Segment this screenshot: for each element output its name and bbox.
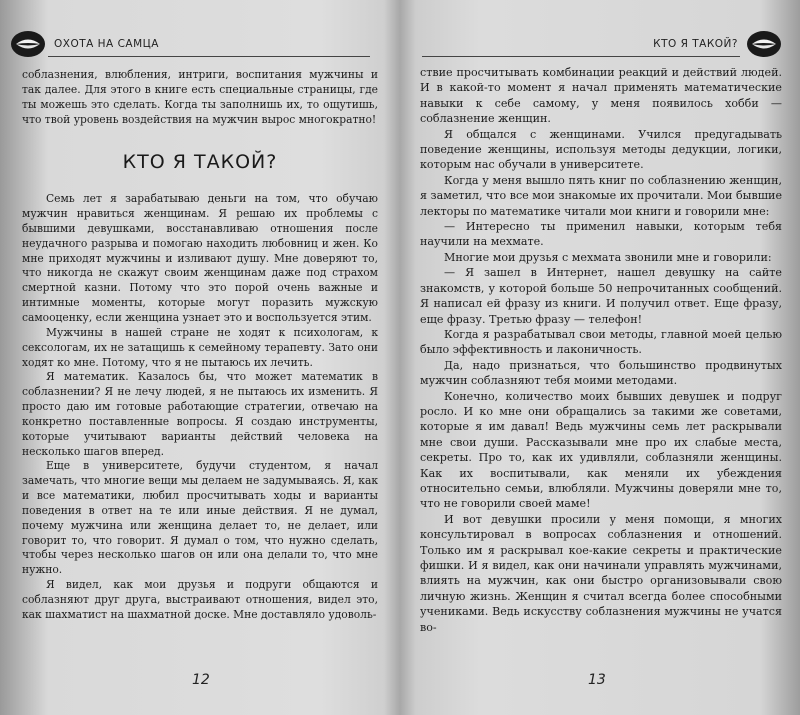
left-running-header <box>10 30 159 58</box>
right-running-header <box>653 30 782 58</box>
right-paragraph: Конечно, количество моих бывших девушек и подруг росло. И ко мне они обращались за такими же советами, которые я им давал! Ведь мужчины семь лет раскрывали мне свои души. Рассказывали мне про их слабые места, секреты. Про то, как их удивляли, соблазняли женщины. Как их воспитывали, как меняли их убеждения относительно семьи, влюбляли. Мужчины доверяли мне то, что не говорили своей маме! <box>420 389 782 511</box>
lips-icon <box>746 30 782 58</box>
right-page-number: 13 <box>588 672 606 688</box>
right-running-title: КТО Я ТАКОЙ? <box>653 38 738 50</box>
right-paragraph: Когда я разрабатывал свои методы, главной моей целью было эффективность и лаконичность. <box>420 327 782 357</box>
right-page <box>402 0 800 715</box>
left-paragraph: Еще в университете, будучи студентом, я начал замечать, что многие вещи мы делаем не задумываясь. Я, как и все математики, любил просчитывать ходы и варианты поведения в ответ на те или иные действия. Я не думал, почему мужчина или женщина делает то, не делает, или говорит то, что говорит. Я думал о том, что нужно сделать, чтобы через несколько шагов он или она делали то, что мне нужно. <box>22 459 378 577</box>
left-page-number: 12 <box>192 672 210 688</box>
right-page-body <box>420 65 782 635</box>
lips-icon <box>10 30 46 58</box>
left-paragraph: Я математик. Казалось бы, что может математик в соблазнении? Я не лечу людей, я не пытаюсь их изменить. Я просто даю им готовые работающие стратегии, отвечаю на конкретно поставленные вопросы. Я создаю инструменты, которые учитывают варианты действий человека на несколько шагов вперед. <box>22 370 378 458</box>
left-page <box>0 0 398 715</box>
left-opening-paragraph: соблазнения, влюбления, интриги, воспитания мужчины и так далее. Для этого в книге есть специальные страницы, где ты можешь это сделать. Когда ты заполнишь их, то ощутишь, что твой уровень воздействия на мужчин вырос многократно! <box>22 68 378 126</box>
right-paragraph: — Я зашел в Интернет, нашел девушку на сайте знакомств, у которой больше 50 непрочитанных сообщений. Я написал ей фразу из книги. И получил ответ. Еще фразу, еще фразу. Третью фразу — телефон! <box>420 266 782 326</box>
right-opening-paragraph: ствие просчитывать комбинации реакций и действий людей. И в какой-то момент я начал применять математические навыки к себе самому, у меня появилось хобби — соблазнение женщин. <box>420 66 782 126</box>
left-page-body <box>22 68 378 623</box>
right-paragraph: И вот девушки просили у меня помощи, я многих консультировал в вопросах соблазнения и отношений. Только им я раскрывал кое-какие секреты и практические фишки. И я видел, как они начинали управлять мужчинами, влиять на мужчин, как они быстро организовывали свою личную жизнь. Женщин я считал всегда более способными учениками. Ведь искусству соблазнения мужчины не учатся во- <box>420 512 782 634</box>
left-paragraph: Семь лет я зарабатываю деньги на том, что обучаю мужчин нравиться женщинам. Я решаю их проблемы с бывшими девушками, восстанавливаю отношения после неудачного разрыва и помогаю находить любовниц и жен. Ко мне приходят мужчины и изливают душу. Мне доверяют то, что никогда не скажут своим женщинам даже под страхом смертной казни. Потому что это порой очень важные и интимные моменты, которые могут поразить мужскую самооценку, если женщина узнает это и воспользуется этим. <box>22 192 378 324</box>
left-header-rule <box>48 56 370 57</box>
right-paragraph: Я общался с женщинами. Учился предугадывать поведение женщины, используя методы дедукции, логики, которым нас обучали в университете. <box>420 127 782 172</box>
left-running-title: ОХОТА НА САМЦА <box>54 38 159 50</box>
right-paragraph: Да, надо признаться, что большинство продвинутых мужчин соблазняют тебя моими методами. <box>420 358 782 388</box>
left-paragraph: Мужчины в нашей стране не ходят к психологам, к сексологам, их не затащишь к семейному терапевту. Зато они ходят ко мне. Потому, что я не пытаюсь их лечить. <box>22 325 378 369</box>
right-paragraph: Когда у меня вышло пять книг по соблазнению женщин, я заметил, что все мои знакомые их прочитали. Мои бывшие лекторы по математике читали мои книги и говорили мне: <box>420 173 783 218</box>
section-heading: КТО Я ТАКОЙ? <box>122 151 278 174</box>
right-paragraph: — Интересно ты применил навыки, которым тебя научили на мехмате. <box>420 220 782 249</box>
left-paragraph: Я видел, как мои друзья и подруги общаются и соблазняют друг друга, выстраивают отношения, видел это, как шахматист на шахматной доске. Мне доставляло удоволь- <box>22 578 378 621</box>
right-header-rule <box>422 56 740 57</box>
right-paragraph: Многие мои друзья с мехмата звонили мне и говорили: <box>444 250 772 264</box>
